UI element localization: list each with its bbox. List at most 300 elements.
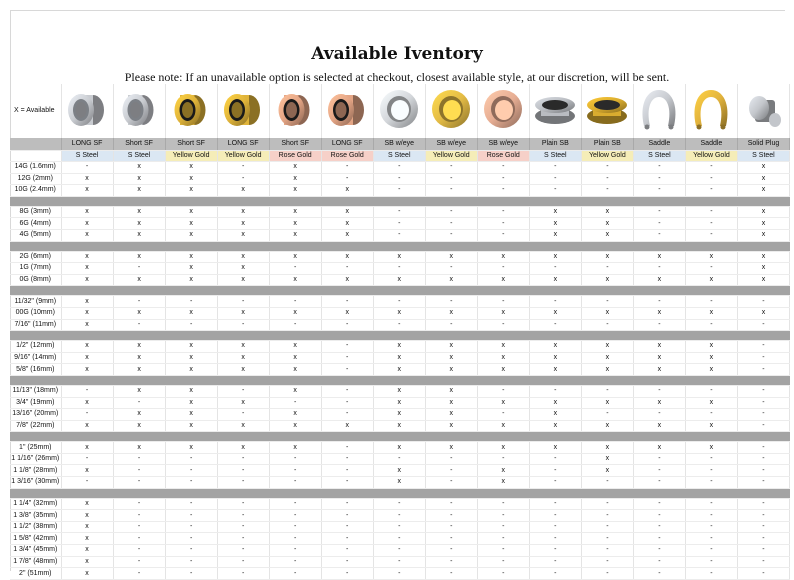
separator-cell	[529, 375, 581, 385]
style-header: SB w/eye	[425, 138, 477, 151]
plain-sb-plug-icon	[583, 86, 631, 132]
availability-cell: -	[737, 420, 789, 432]
availability-cell: -	[373, 296, 425, 308]
separator-cell	[217, 375, 269, 385]
availability-cell: x	[61, 510, 113, 522]
availability-cell: -	[477, 319, 529, 331]
availability-cell: -	[217, 385, 269, 397]
availability-cell: -	[737, 397, 789, 409]
availability-cell: x	[269, 251, 321, 263]
availability-cell: -	[61, 162, 113, 174]
separator-cell	[373, 432, 425, 442]
availability-cell: -	[633, 296, 685, 308]
availability-cell: x	[477, 477, 529, 489]
product-image-cell	[113, 84, 165, 138]
separator-cell	[269, 488, 321, 498]
separator-cell	[529, 286, 581, 296]
availability-cell: -	[269, 556, 321, 568]
availability-cell: -	[581, 409, 633, 421]
separator-cell	[477, 196, 529, 206]
availability-cell: -	[269, 533, 321, 545]
availability-cell: x	[685, 352, 737, 364]
availability-cell: -	[373, 263, 425, 275]
availability-cell: -	[685, 185, 737, 197]
availability-cell: -	[581, 510, 633, 522]
table-row	[10, 296, 790, 308]
separator-cell	[165, 286, 217, 296]
availability-cell: -	[113, 453, 165, 465]
availability-cell: -	[321, 263, 373, 275]
availability-cell: x	[61, 420, 113, 432]
availability-cell: x	[217, 218, 269, 230]
availability-cell: -	[477, 533, 529, 545]
availability-cell: x	[61, 296, 113, 308]
group-separator	[10, 241, 790, 251]
availability-cell: x	[113, 218, 165, 230]
table-row	[10, 568, 790, 580]
availability-cell: x	[581, 341, 633, 353]
size-label: 1 5/8" (42mm)	[10, 533, 61, 545]
separator-cell	[373, 286, 425, 296]
availability-cell: -	[529, 521, 581, 533]
table-row	[10, 409, 790, 421]
size-label: 11/32" (9mm)	[10, 296, 61, 308]
availability-cell: -	[425, 556, 477, 568]
availability-cell: -	[165, 477, 217, 489]
separator-cell	[61, 488, 113, 498]
separator-cell	[165, 196, 217, 206]
availability-cell: -	[685, 533, 737, 545]
size-label: 10G (2.4mm)	[10, 185, 61, 197]
short-sf-plug-icon	[271, 86, 319, 132]
availability-cell: -	[425, 568, 477, 580]
availability-cell: -	[581, 162, 633, 174]
availability-cell: x	[633, 397, 685, 409]
availability-cell: x	[529, 409, 581, 421]
separator-cell	[269, 432, 321, 442]
availability-cell: x	[321, 229, 373, 241]
availability-cell: x	[425, 364, 477, 376]
availability-cell: -	[529, 545, 581, 557]
availability-cell: -	[737, 533, 789, 545]
size-label: 7/8" (22mm)	[10, 420, 61, 432]
availability-cell: -	[581, 556, 633, 568]
material-header: S Steel	[113, 151, 165, 162]
separator-cell	[373, 331, 425, 341]
availability-cell: x	[685, 341, 737, 353]
separator-cell	[685, 488, 737, 498]
separator-cell	[477, 286, 529, 296]
availability-cell: -	[633, 162, 685, 174]
separator-cell	[321, 331, 373, 341]
material-header: Rose Gold	[321, 151, 373, 162]
availability-cell: x	[581, 229, 633, 241]
availability-cell: -	[61, 453, 113, 465]
availability-cell: -	[269, 296, 321, 308]
eyelet-plug-icon	[427, 86, 475, 132]
availability-cell: -	[685, 521, 737, 533]
availability-cell: x	[269, 185, 321, 197]
availability-cell: -	[113, 556, 165, 568]
availability-cell: -	[321, 352, 373, 364]
availability-cell: x	[113, 173, 165, 185]
availability-cell: -	[217, 409, 269, 421]
availability-cell: -	[165, 465, 217, 477]
availability-cell: x	[113, 162, 165, 174]
material-header: S Steel	[529, 151, 581, 162]
separator-cell	[633, 375, 685, 385]
table-row	[10, 385, 790, 397]
separator-cell	[61, 196, 113, 206]
group-separator	[10, 286, 790, 296]
table-row	[10, 453, 790, 465]
availability-cell: -	[633, 477, 685, 489]
separator-cell	[737, 196, 789, 206]
availability-cell: -	[581, 568, 633, 580]
availability-cell: x	[61, 307, 113, 319]
separator-cell	[113, 241, 165, 251]
availability-cell: -	[269, 510, 321, 522]
availability-cell: -	[685, 510, 737, 522]
short-sf-plug-icon	[115, 86, 163, 132]
availability-cell: x	[61, 397, 113, 409]
availability-cell: x	[373, 307, 425, 319]
availability-cell: -	[373, 521, 425, 533]
availability-cell: x	[737, 185, 789, 197]
material-header: Yellow Gold	[217, 151, 269, 162]
group-separator	[10, 375, 790, 385]
availability-cell: -	[217, 296, 269, 308]
style-header: SB w/eye	[477, 138, 529, 151]
long-sf-plug-icon	[219, 86, 267, 132]
availability-cell: -	[685, 206, 737, 218]
separator-cell	[113, 286, 165, 296]
availability-cell: x	[165, 229, 217, 241]
style-header: Solid Plug	[737, 138, 789, 151]
availability-cell: -	[477, 162, 529, 174]
availability-cell: -	[685, 173, 737, 185]
table-row	[10, 364, 790, 376]
availability-cell: -	[269, 568, 321, 580]
availability-cell: x	[529, 274, 581, 286]
availability-cell: x	[165, 206, 217, 218]
product-image-cell	[165, 84, 217, 138]
separator-cell	[477, 241, 529, 251]
availability-cell: -	[113, 465, 165, 477]
availability-cell: -	[425, 319, 477, 331]
material-header: S Steel	[61, 151, 113, 162]
separator-cell	[10, 286, 61, 296]
size-label: 1 3/4" (45mm)	[10, 545, 61, 557]
material-header: Yellow Gold	[685, 151, 737, 162]
separator-cell	[373, 241, 425, 251]
availability-cell: x	[165, 185, 217, 197]
availability-cell: x	[373, 477, 425, 489]
separator-cell	[425, 241, 477, 251]
availability-cell: -	[373, 533, 425, 545]
availability-cell: x	[113, 352, 165, 364]
availability-cell: -	[217, 556, 269, 568]
availability-cell: x	[685, 420, 737, 432]
separator-cell	[633, 331, 685, 341]
availability-cell: -	[633, 185, 685, 197]
size-label: 1/2" (12mm)	[10, 341, 61, 353]
material-header: S Steel	[373, 151, 425, 162]
availability-cell: -	[425, 173, 477, 185]
separator-cell	[113, 196, 165, 206]
size-label: 2G (6mm)	[10, 251, 61, 263]
separator-cell	[373, 488, 425, 498]
corner-cell	[10, 138, 61, 151]
table-row	[10, 206, 790, 218]
availability-cell: x	[581, 420, 633, 432]
availability-cell: x	[477, 397, 529, 409]
inventory-table	[10, 84, 790, 580]
size-label: 4G (5mm)	[10, 229, 61, 241]
availability-cell: x	[61, 556, 113, 568]
separator-cell	[217, 432, 269, 442]
availability-cell: x	[581, 364, 633, 376]
availability-cell: -	[529, 385, 581, 397]
table-row	[10, 465, 790, 477]
separator-cell	[113, 375, 165, 385]
availability-cell: -	[685, 498, 737, 510]
availability-cell: -	[529, 185, 581, 197]
availability-cell: -	[425, 229, 477, 241]
separator-cell	[685, 375, 737, 385]
product-image-cell	[529, 84, 581, 138]
availability-cell: x	[581, 352, 633, 364]
availability-cell: -	[737, 453, 789, 465]
material-header: Yellow Gold	[425, 151, 477, 162]
size-label: 13/16" (20mm)	[10, 409, 61, 421]
size-label: 1" (25mm)	[10, 442, 61, 454]
material-header: S Steel	[737, 151, 789, 162]
availability-cell: x	[61, 274, 113, 286]
availability-cell: x	[581, 465, 633, 477]
separator-cell	[113, 432, 165, 442]
solid-plug-icon	[739, 86, 787, 132]
availability-cell: x	[373, 385, 425, 397]
style-header: Short SF	[165, 138, 217, 151]
availability-cell: -	[321, 364, 373, 376]
availability-cell: -	[737, 385, 789, 397]
product-image-cell	[217, 84, 269, 138]
long-sf-plug-icon	[63, 86, 111, 132]
availability-cell: -	[529, 556, 581, 568]
material-header: Yellow Gold	[165, 151, 217, 162]
availability-cell: -	[737, 465, 789, 477]
availability-cell: x	[165, 442, 217, 454]
style-header: Short SF	[113, 138, 165, 151]
table-row	[10, 173, 790, 185]
availability-cell: x	[61, 263, 113, 275]
availability-cell: -	[685, 409, 737, 421]
availability-cell: -	[269, 477, 321, 489]
availability-cell: x	[529, 341, 581, 353]
availability-cell: x	[685, 364, 737, 376]
separator-cell	[737, 241, 789, 251]
separator-cell	[477, 488, 529, 498]
size-label: 00G (10mm)	[10, 307, 61, 319]
availability-cell: -	[61, 385, 113, 397]
availability-cell: -	[217, 568, 269, 580]
product-image-cell	[269, 84, 321, 138]
availability-cell: -	[373, 229, 425, 241]
availability-cell: -	[477, 229, 529, 241]
availability-cell: x	[269, 420, 321, 432]
availability-cell: -	[425, 533, 477, 545]
availability-cell: x	[269, 364, 321, 376]
separator-cell	[10, 432, 61, 442]
table-row	[10, 521, 790, 533]
availability-cell: -	[373, 319, 425, 331]
availability-cell: x	[737, 251, 789, 263]
availability-cell: x	[165, 251, 217, 263]
availability-cell: x	[685, 397, 737, 409]
size-label: 8G (3mm)	[10, 206, 61, 218]
style-header-row	[10, 138, 790, 151]
availability-cell: -	[685, 385, 737, 397]
product-image-cell	[425, 84, 477, 138]
availability-cell: x	[737, 274, 789, 286]
separator-cell	[269, 331, 321, 341]
availability-cell: -	[217, 477, 269, 489]
availability-cell: x	[269, 341, 321, 353]
size-label: 11/13" (18mm)	[10, 385, 61, 397]
availability-cell: -	[477, 385, 529, 397]
separator-cell	[165, 488, 217, 498]
table-row	[10, 263, 790, 275]
availability-cell: x	[113, 409, 165, 421]
availability-cell: -	[217, 319, 269, 331]
availability-cell: -	[581, 477, 633, 489]
separator-cell	[737, 488, 789, 498]
size-label: 6G (4mm)	[10, 218, 61, 230]
separator-cell	[685, 196, 737, 206]
availability-cell: x	[529, 251, 581, 263]
availability-cell: x	[529, 442, 581, 454]
availability-cell: -	[321, 510, 373, 522]
availability-cell: -	[581, 545, 633, 557]
availability-cell: -	[529, 319, 581, 331]
availability-cell: -	[633, 498, 685, 510]
availability-cell: -	[425, 185, 477, 197]
separator-cell	[633, 286, 685, 296]
availability-cell: x	[581, 274, 633, 286]
availability-cell: x	[581, 453, 633, 465]
separator-cell	[269, 286, 321, 296]
checkout-note: Please note: If an unavailable option is selected at checkout, closest available style, at our discretion, will be sent.	[124, 70, 670, 84]
availability-cell: x	[113, 442, 165, 454]
availability-cell: x	[477, 274, 529, 286]
separator-cell	[217, 196, 269, 206]
availability-cell: -	[113, 319, 165, 331]
availability-cell: -	[113, 533, 165, 545]
availability-cell: -	[581, 319, 633, 331]
separator-cell	[269, 196, 321, 206]
short-sf-plug-icon	[167, 86, 215, 132]
availability-cell: x	[373, 442, 425, 454]
availability-cell: x	[581, 218, 633, 230]
availability-cell: -	[217, 173, 269, 185]
availability-cell: -	[165, 296, 217, 308]
availability-cell: -	[165, 533, 217, 545]
material-header: S Steel	[633, 151, 685, 162]
separator-cell	[633, 488, 685, 498]
availability-cell: x	[113, 307, 165, 319]
availability-cell: -	[737, 319, 789, 331]
availability-cell: x	[425, 420, 477, 432]
style-header: Saddle	[685, 138, 737, 151]
availability-cell: x	[737, 263, 789, 275]
availability-cell: x	[477, 465, 529, 477]
availability-cell: -	[685, 568, 737, 580]
separator-cell	[165, 241, 217, 251]
availability-cell: -	[373, 162, 425, 174]
availability-cell: -	[529, 568, 581, 580]
availability-cell: -	[113, 510, 165, 522]
separator-cell	[61, 432, 113, 442]
availability-cell: -	[113, 521, 165, 533]
availability-cell: -	[217, 533, 269, 545]
availability-cell: -	[269, 263, 321, 275]
availability-cell: x	[581, 206, 633, 218]
availability-cell: x	[113, 385, 165, 397]
availability-cell: x	[113, 364, 165, 376]
availability-cell: x	[217, 263, 269, 275]
availability-cell: -	[477, 453, 529, 465]
availability-cell: -	[477, 296, 529, 308]
availability-cell: -	[477, 510, 529, 522]
availability-cell: x	[477, 420, 529, 432]
page-title: Available Iventory	[311, 44, 483, 64]
availability-cell: x	[529, 420, 581, 432]
availability-cell: x	[581, 397, 633, 409]
availability-cell: -	[113, 477, 165, 489]
availability-cell: -	[269, 319, 321, 331]
availability-cell: -	[633, 453, 685, 465]
availability-cell: -	[737, 341, 789, 353]
separator-cell	[113, 488, 165, 498]
separator-cell	[425, 375, 477, 385]
availability-cell: x	[61, 442, 113, 454]
availability-cell: x	[373, 420, 425, 432]
style-header: LONG SF	[321, 138, 373, 151]
separator-cell	[321, 196, 373, 206]
availability-cell: -	[581, 498, 633, 510]
availability-cell: x	[425, 274, 477, 286]
availability-cell: -	[581, 533, 633, 545]
availability-cell: -	[477, 173, 529, 185]
separator-cell	[321, 286, 373, 296]
availability-cell: -	[633, 218, 685, 230]
separator-cell	[529, 196, 581, 206]
availability-cell: -	[113, 263, 165, 275]
separator-cell	[61, 375, 113, 385]
separator-cell	[581, 196, 633, 206]
availability-cell: -	[425, 296, 477, 308]
availability-cell: -	[477, 263, 529, 275]
availability-cell: -	[633, 533, 685, 545]
availability-cell: x	[737, 162, 789, 174]
availability-cell: -	[737, 296, 789, 308]
availability-cell: x	[633, 442, 685, 454]
availability-cell: x	[737, 206, 789, 218]
availability-cell: x	[529, 218, 581, 230]
availability-cell: -	[425, 498, 477, 510]
availability-cell: -	[633, 263, 685, 275]
